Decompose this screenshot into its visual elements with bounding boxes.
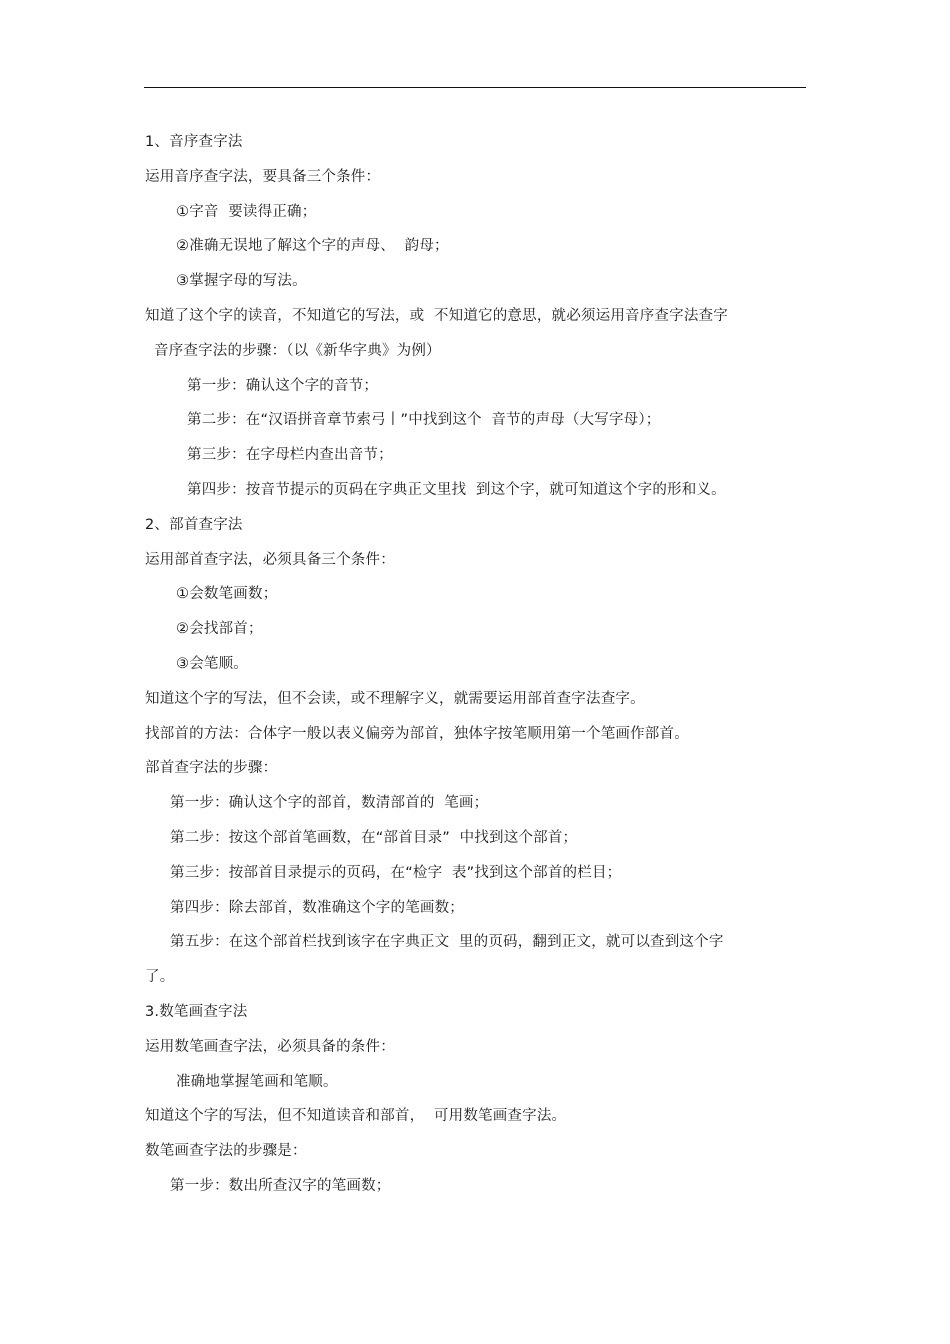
document-body xyxy=(145,125,815,1204)
paragraph: 知道这个字的写法，但不会读，或不理解字义，就需要运用部首查字法查字。 xyxy=(145,690,645,707)
paragraph: 部首查字法的步骤： xyxy=(145,760,278,777)
paragraph: 运用音序查字法，要具备三个条件： xyxy=(145,168,381,185)
paragraph: 音序查字法的步骤：（以《新华字典》为例） xyxy=(154,342,441,359)
step-item: 第二步：按这个部首笔画数，在“部首目录” 中找到这个部首； xyxy=(170,829,578,846)
section-heading: 3.数笔画查字法 xyxy=(145,1003,248,1020)
paragraph: 知道这个字的写法，但不知道读音和部首， 可用数笔画查字法。 xyxy=(145,1108,567,1125)
step-item: 第四步：按音节提示的页码在字典正文里找 到这个字，就可知道这个字的形和义。 xyxy=(187,481,726,498)
step-item: 第三步：在字母栏内查出音节； xyxy=(187,447,393,464)
paragraph: 知道了这个字的读音，不知道它的写法，或 不知道它的意思，就必须运用音序查字法查字 xyxy=(145,307,728,324)
step-item: 第四步：除去部首，数准确这个字的笔画数； xyxy=(170,899,464,916)
step-item: 第三步：按部首目录提示的页码，在“检字 表”找到这个部首的栏目； xyxy=(170,864,622,881)
list-item: ③会笔顺。 xyxy=(176,655,248,672)
section-heading: 1、音序查字法 xyxy=(145,134,243,150)
section-heading: 2、部首查字法 xyxy=(145,516,243,533)
list-item: ③掌握字母的写法。 xyxy=(176,273,307,290)
paragraph: 运用数笔画查字法，必须具备的条件： xyxy=(145,1038,395,1055)
step-item: 第五步：在这个部首栏找到该字在字典正文 里的页码，翻到正文，就可以查到这个字 xyxy=(170,934,724,951)
list-item: 准确地掌握笔画和笔顺。 xyxy=(176,1073,338,1090)
step-item: 第一步：确认这个字的部首，数清部首的 笔画； xyxy=(170,795,489,812)
step-item: 第一步：数出所查汉字的笔画数； xyxy=(170,1177,391,1194)
paragraph: 找部首的方法：合体字一般以表义偏旁为部首，独体字按笔顺用第一个笔画作部首。 xyxy=(145,725,689,742)
step-item: 第一步：确认这个字的音节； xyxy=(187,377,379,394)
paragraph: 运用部首查字法，必须具备三个条件： xyxy=(145,551,395,568)
list-item: ②会找部首； xyxy=(176,621,263,638)
header-rule xyxy=(144,87,806,88)
paragraph: 了。 xyxy=(145,969,175,986)
step-item: 第二步：在“汉语拼音章节索弓丨”中找到这个 音节的声母（大写字母）； xyxy=(187,412,661,429)
list-item: ①会数笔画数； xyxy=(176,586,278,603)
list-item: ②准确无误地了解这个字的声母、 韵母； xyxy=(176,238,449,255)
list-item: ①字音 要读得正确； xyxy=(176,203,317,220)
paragraph: 数笔画查字法的步骤是： xyxy=(145,1143,307,1160)
